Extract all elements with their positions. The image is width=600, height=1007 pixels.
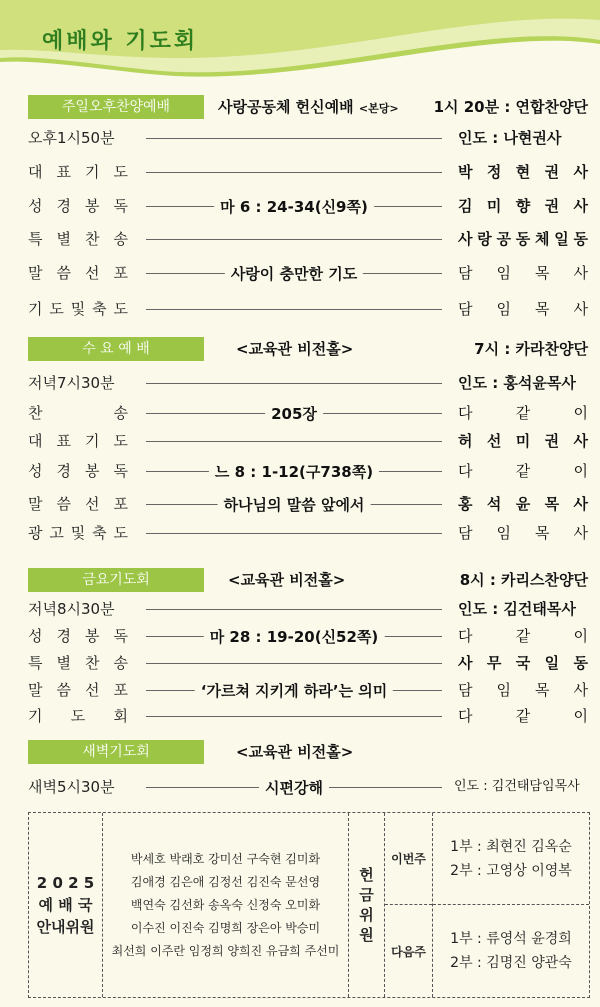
order-label: 새벽5시30분: [28, 778, 115, 796]
order-label-char: 독: [113, 462, 128, 480]
ushers-heading-dept: 예 배 국: [38, 896, 93, 914]
order-content: 사랑이 충만한 기도: [225, 263, 363, 285]
order-leader-char: 목: [544, 495, 560, 513]
order-leader-char: 정: [486, 163, 502, 181]
leader-line: [146, 441, 442, 442]
order-leader-char: 사: [573, 495, 588, 513]
order-content: 205장: [265, 403, 323, 425]
leader-line: [146, 138, 442, 139]
section-header: [28, 337, 588, 361]
leader-line: [146, 716, 442, 717]
section-subtitle-text: <교육관 비전홀>: [236, 340, 354, 358]
ushers-names-line: 백연숙 김선화 송옥숙 신정숙 오미화: [130, 897, 321, 912]
order-leader-char: 이: [573, 627, 588, 645]
leader-line: [146, 779, 442, 797]
order-label-char: 선: [85, 264, 100, 282]
order-leader-char: 이: [573, 404, 588, 422]
order-label-char: 송: [113, 654, 128, 672]
order-row: [28, 522, 588, 544]
order-leader: 인도 : 나현권사: [458, 129, 562, 147]
order-leader-char: 무: [486, 654, 502, 672]
order-leader-char: 사: [573, 197, 588, 215]
order-content: 시편강해: [259, 777, 329, 799]
order-label-char: 도: [113, 524, 128, 542]
order-row: [28, 372, 588, 394]
leader-line: [146, 496, 442, 514]
order-label-char: 별: [56, 230, 71, 248]
order-label-char: 대: [28, 432, 43, 450]
order-label: [28, 679, 128, 701]
order-leader: 인도 : 김건태목사: [458, 600, 576, 618]
order-leader: [458, 298, 588, 320]
order-label: 오후1시50분: [28, 129, 115, 147]
order-label-char: 기: [28, 707, 43, 725]
order-leader-char: 공: [496, 230, 511, 248]
order-leader-char: 다: [458, 462, 473, 480]
order-label-char: 및: [70, 524, 86, 542]
order-leader-char: 사: [573, 524, 588, 542]
order-label: 저녁8시30분: [28, 600, 115, 618]
order-label-char: 씀: [56, 495, 71, 513]
ushers-names: [103, 813, 349, 997]
order-label-char: 찬: [85, 654, 100, 672]
order-leader: [458, 161, 588, 183]
order-label-char: 말: [28, 495, 43, 513]
order-label: [28, 402, 128, 424]
leader-line: [146, 663, 442, 664]
order-leader-char: 사: [458, 230, 473, 248]
this-week-first-service: 1부 : 최현진 김옥순: [450, 838, 572, 855]
ushers-names-line: 이수진 이진숙 김명희 장은아 박승미: [130, 920, 321, 935]
order-label-char: 독: [113, 627, 128, 645]
section-subtitle-text: <교육관 비전홀>: [236, 743, 354, 761]
order-leader-char: 윤: [515, 495, 531, 513]
order-leader: [458, 195, 588, 217]
order-label-char: 별: [56, 654, 71, 672]
section-badge: 새벽기도회: [28, 740, 204, 764]
order-leader-char: 다: [458, 627, 473, 645]
order-label-char: 포: [113, 495, 128, 513]
order-leader-char: 목: [535, 681, 550, 699]
order-leader-char: 사: [573, 681, 588, 699]
leader-line: [146, 239, 442, 240]
order-label-char: 송: [113, 230, 128, 248]
order-label-char: 광: [28, 524, 43, 542]
order-label: [28, 430, 128, 452]
ushers-heading: [29, 813, 103, 997]
order-leader-char: 임: [496, 264, 511, 282]
order-leader-char: 국: [515, 654, 531, 672]
leader-line: [146, 198, 442, 216]
order-label-char: 독: [113, 197, 128, 215]
offering-label-char: 원: [359, 926, 374, 944]
order-leader-char: 같: [515, 627, 531, 645]
order-label-char: 대: [28, 163, 43, 181]
ushers-heading-title: 안내위원: [36, 918, 95, 936]
order-leader-char: 담: [458, 300, 473, 318]
order-label-char: 축: [92, 524, 107, 542]
order-leader-char: 사: [458, 654, 473, 672]
order-leader-char: 미: [486, 197, 502, 215]
order-label-char: 성: [28, 197, 43, 215]
offering-label-char: 위: [359, 906, 374, 924]
order-label-char: 도: [113, 300, 128, 318]
order-label: [28, 195, 128, 217]
order-leader-char: 동: [573, 230, 588, 248]
this-week-second-service: 2부 : 고영상 이영복: [450, 862, 572, 879]
this-week-label: 이번주: [385, 813, 432, 905]
order-leader-char: 선: [486, 432, 502, 450]
section-subtitle: [228, 569, 345, 590]
leader-line: [146, 609, 442, 610]
order-label-char: 찬: [85, 230, 100, 248]
order-label-char: 도: [49, 300, 64, 318]
leader-line: [146, 405, 442, 423]
order-leader-char: 박: [458, 163, 473, 181]
order-row: [28, 460, 588, 482]
order-leader-char: 사: [573, 432, 588, 450]
order-row: [28, 598, 588, 620]
order-leader-char: 이: [573, 462, 588, 480]
order-leader-char: 같: [515, 707, 531, 725]
order-label: 저녁7시30분: [28, 374, 115, 392]
order-label: [28, 161, 128, 183]
section-subtitle-text: <교육관 비전홀>: [228, 571, 346, 589]
leader-line: [146, 533, 442, 534]
order-leader-char: 권: [544, 197, 560, 215]
leader-line: [146, 383, 442, 384]
order-row: [28, 430, 588, 452]
order-leader: [458, 228, 588, 250]
order-leader-char: 동: [573, 654, 588, 672]
order-leader: 인도 : 김건태담임목사: [454, 779, 580, 794]
order-label-char: 표: [56, 163, 71, 181]
order-label-char: 봉: [85, 627, 100, 645]
section-time: 8시 : 카리스찬양단: [459, 571, 588, 589]
order-content: 마 28 : 19-20(신52쪽): [204, 626, 385, 648]
order-label-char: 기: [85, 432, 100, 450]
order-leader: [458, 262, 588, 284]
section-subtitle-text: 사랑공동체 헌신예배: [218, 98, 354, 116]
order-label-char: 기: [28, 300, 43, 318]
leader-line: [146, 172, 442, 173]
order-leader-char: 임: [496, 681, 511, 699]
order-label-char: 찬: [28, 404, 43, 422]
order-leader-char: 현: [515, 163, 531, 181]
next-week-names: [433, 905, 589, 997]
order-label-char: 송: [113, 404, 128, 422]
section-time: 7시 : 카라찬양단: [474, 340, 588, 358]
order-leader: [458, 652, 588, 674]
order-leader-char: 임: [496, 300, 511, 318]
order-label-char: 회: [113, 707, 128, 725]
order-leader-char: 담: [458, 264, 473, 282]
order-label: [28, 262, 128, 284]
order-label-char: 경: [56, 197, 71, 215]
offering-week-names: [433, 813, 589, 997]
leader-line: [146, 265, 442, 283]
order-leader-char: 다: [458, 707, 473, 725]
order-label-char: 봉: [85, 197, 100, 215]
order-row: [28, 705, 588, 727]
order-content: 마 6 : 24-34(신9쪽): [214, 196, 374, 218]
order-leader-char: 체: [535, 230, 550, 248]
order-label-char: 경: [56, 627, 71, 645]
order-leader: [458, 522, 588, 544]
order-leader-char: 일: [544, 654, 560, 672]
order-label-char: 씀: [56, 264, 71, 282]
order-row: [28, 298, 588, 320]
order-label-char: 말: [28, 264, 43, 282]
order-label-char: 말: [28, 681, 43, 699]
order-content: 느 8 : 1-12(구738쪽): [209, 461, 379, 483]
section-subtitle: [218, 96, 399, 117]
section-badge: 수 요 예 배: [28, 337, 204, 361]
order-leader-char: 같: [515, 404, 531, 422]
order-leader-char: 같: [515, 462, 531, 480]
order-label-char: 도: [70, 707, 86, 725]
order-leader-char: 사: [573, 264, 588, 282]
order-label-char: 선: [85, 495, 100, 513]
order-label: [28, 493, 128, 515]
order-row: [28, 161, 588, 183]
this-week-names: [433, 813, 589, 905]
order-row: [28, 195, 588, 217]
section-location: <본당>: [358, 102, 399, 115]
order-label-char: 특: [28, 230, 43, 248]
order-row: [28, 625, 588, 647]
order-leader-char: 사: [573, 300, 588, 318]
order-content: ‘가르쳐 지키게 하라’는 의미: [195, 680, 393, 702]
order-leader-char: 랑: [477, 230, 492, 248]
order-leader-char: 홍: [458, 495, 473, 513]
page-title: 예배와 기도회: [42, 29, 199, 54]
leader-line: [146, 682, 442, 700]
ushers-names-line: 최선희 이주란 임정희 양희진 유금희 주선미: [111, 943, 340, 958]
order-leader: 인도 : 홍석윤목사: [458, 374, 576, 392]
order-leader-char: 허: [458, 432, 473, 450]
order-label-char: 성: [28, 627, 43, 645]
ushers-names-line: 박세호 박래호 강미선 구숙현 김미화: [130, 851, 321, 866]
order-label-char: 기: [85, 163, 100, 181]
leader-line: [146, 463, 442, 481]
ushers-heading-year: 2 0 2 5: [36, 874, 95, 892]
section-header: [28, 568, 588, 592]
order-leader-char: 일: [554, 230, 569, 248]
offering-week-labels: [385, 813, 433, 997]
order-leader: [458, 625, 588, 647]
order-label-char: 봉: [85, 462, 100, 480]
order-row: [28, 776, 588, 798]
next-week-first-service: 1부 : 류영석 윤경희: [450, 931, 572, 947]
order-leader-char: 다: [458, 404, 473, 422]
order-content: 하나님의 말씀 앞에서: [218, 494, 371, 516]
order-label: [28, 522, 128, 544]
order-label: [28, 298, 128, 320]
order-row: [28, 228, 588, 250]
section-subtitle: [236, 741, 353, 762]
ushers-names-line: 김애경 김은애 김정선 김진숙 문선영: [130, 874, 321, 889]
order-leader-char: 미: [515, 432, 531, 450]
order-label-char: 도: [113, 163, 128, 181]
order-label-char: 포: [113, 681, 128, 699]
order-row: [28, 127, 588, 149]
offering-label-char: 금: [359, 886, 374, 904]
order-leader-char: 김: [458, 197, 473, 215]
order-leader-char: 권: [544, 432, 560, 450]
order-row: [28, 262, 588, 284]
order-leader-char: 동: [515, 230, 531, 248]
order-label: [28, 460, 128, 482]
order-leader-char: 권: [544, 163, 560, 181]
order-label-char: 고: [49, 524, 64, 542]
order-leader-char: 임: [496, 524, 511, 542]
order-row: [28, 493, 588, 515]
order-label-char: 및: [70, 300, 86, 318]
order-leader: [458, 430, 588, 452]
order-label-char: 축: [92, 300, 107, 318]
order-leader: [458, 493, 588, 515]
order-label: [28, 652, 128, 674]
ushers-table: [28, 812, 590, 998]
leader-line: [146, 309, 442, 310]
order-label-char: 특: [28, 654, 43, 672]
leader-line: [146, 628, 442, 646]
order-leader-char: 향: [515, 197, 531, 215]
order-leader-char: 목: [535, 524, 550, 542]
order-leader: [458, 402, 588, 424]
order-row: [28, 402, 588, 424]
section-header: [28, 740, 588, 764]
order-row: [28, 652, 588, 674]
next-week-second-service: 2부 : 김명진 양관숙: [450, 955, 572, 971]
next-week-label: 다음주: [391, 944, 426, 959]
section-time: 1시 20분 : 연합찬양단: [433, 98, 588, 116]
order-leader: [458, 679, 588, 701]
order-row: [28, 679, 588, 701]
order-label-char: 포: [113, 264, 128, 282]
offering-label-char: 헌: [359, 866, 374, 884]
section-header: [28, 95, 588, 119]
order-leader-char: 담: [458, 681, 473, 699]
order-label-char: 성: [28, 462, 43, 480]
order-label: [28, 705, 128, 727]
offering-committee-label: [349, 813, 385, 997]
order-leader-char: 목: [535, 300, 550, 318]
order-label-char: 씀: [56, 681, 71, 699]
order-label: [28, 625, 128, 647]
order-leader-char: 이: [573, 707, 588, 725]
section-subtitle: [236, 338, 353, 359]
order-label-char: 표: [56, 432, 71, 450]
order-label-char: 경: [56, 462, 71, 480]
order-leader: [458, 460, 588, 482]
order-leader-char: 담: [458, 524, 473, 542]
order-label-char: 도: [113, 432, 128, 450]
order-label-char: 선: [85, 681, 100, 699]
section-badge: 금요기도회: [28, 568, 204, 592]
order-leader: [458, 705, 588, 727]
order-leader-char: 목: [535, 264, 550, 282]
order-leader-char: 사: [573, 163, 588, 181]
order-label: [28, 228, 128, 250]
section-badge: 주일오후찬양예배: [28, 95, 204, 119]
order-leader-char: 석: [486, 495, 502, 513]
